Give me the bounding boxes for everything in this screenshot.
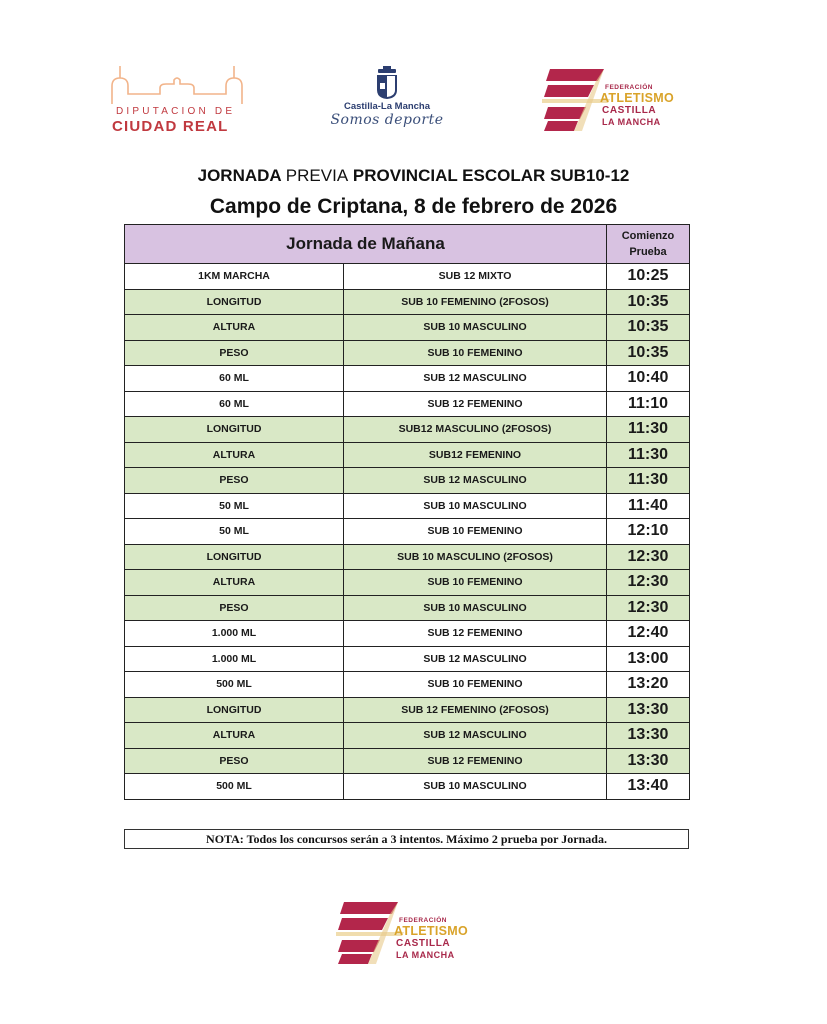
title-part3: PROVINCIAL ESCOLAR SUB10-12 [352,166,630,185]
category-cell: SUB 10 MASCULINO [344,493,607,519]
page-title [0,166,827,186]
event-cell: LONGITUD [125,544,344,570]
category-cell: SUB 12 MASCULINO [344,646,607,672]
federacion-atletismo-logo-footer [336,900,468,966]
category-cell: SUB 10 MASCULINO (2FOSOS) [344,544,607,570]
event-cell: PESO [125,595,344,621]
header-session: Jornada de Mañana [125,225,607,264]
category-cell: SUB 10 MASCULINO [344,315,607,341]
table-row [125,774,690,800]
category-cell: SUB 12 MASCULINO [344,723,607,749]
table-row [125,544,690,570]
fed-footer-line3: CASTILLA [396,938,451,949]
table-row [125,595,690,621]
table-row [125,264,690,290]
table-row [125,621,690,647]
category-cell: SUB12 FEMENINO [344,442,607,468]
event-cell: LONGITUD [125,417,344,443]
event-cell: PESO [125,340,344,366]
table-row [125,340,690,366]
time-cell: 10:35 [607,289,690,315]
castilla-la-mancha-logo [312,64,462,134]
event-cell: PESO [125,748,344,774]
event-cell: 1.000 ML [125,621,344,647]
event-cell: 500 ML [125,774,344,800]
event-cell: ALTURA [125,723,344,749]
title-part1: JORNADA [197,166,282,185]
diputacion-ciudad-real-logo [108,64,246,134]
time-cell: 12:40 [607,621,690,647]
clm-slogan: Somos deporte [330,112,444,128]
palace-outline-icon [108,64,246,106]
event-cell: ALTURA [125,442,344,468]
category-cell: SUB 10 MASCULINO [344,595,607,621]
schedule-table [124,224,690,800]
time-cell: 11:40 [607,493,690,519]
table-row [125,442,690,468]
event-cell: LONGITUD [125,697,344,723]
fed-footer-line1: FEDERACIÓN [399,917,447,924]
fed-line1: FEDERACIÓN [605,84,653,91]
category-cell: SUB 10 FEMENINO [344,519,607,545]
clm-name: Castilla-La Mancha [343,101,431,112]
time-cell: 13:30 [607,723,690,749]
time-cell: 12:10 [607,519,690,545]
category-cell: SUB 12 MASCULINO [344,468,607,494]
event-cell: 50 ML [125,519,344,545]
time-cell: 11:10 [607,391,690,417]
table-row [125,391,690,417]
table-row [125,289,690,315]
header-time-line1: Comienzo [621,230,675,242]
event-cell: ALTURA [125,315,344,341]
event-cell: 60 ML [125,366,344,392]
time-cell: 11:30 [607,417,690,443]
table-row [125,723,690,749]
category-cell: SUB 10 FEMENINO [344,570,607,596]
time-cell: 12:30 [607,595,690,621]
time-cell: 13:30 [607,748,690,774]
time-cell: 13:30 [607,697,690,723]
category-cell: SUB 12 FEMENINO [344,621,607,647]
fed-footer-line4: LA MANCHA [396,950,455,960]
coat-of-arms-icon [375,66,399,100]
time-cell: 13:20 [607,672,690,698]
federacion-atletismo-logo [542,67,674,133]
category-cell: SUB 10 MASCULINO [344,774,607,800]
time-cell: 10:25 [607,264,690,290]
header-start-time [607,225,690,264]
fed-footer-line2: ATLETISMO [394,924,468,938]
title-part2: PREVIA [285,166,349,185]
time-cell: 12:30 [607,544,690,570]
category-cell: SUB 12 FEMENINO [344,748,607,774]
table-row [125,697,690,723]
event-cell: LONGITUD [125,289,344,315]
event-cell: 1KM MARCHA [125,264,344,290]
table-row [125,493,690,519]
table-header-row [125,225,690,264]
category-cell: SUB12 MASCULINO (2FOSOS) [344,417,607,443]
table-row [125,646,690,672]
event-cell: 60 ML [125,391,344,417]
category-cell: SUB 10 FEMENINO [344,340,607,366]
time-cell: 10:35 [607,315,690,341]
time-cell: 11:30 [607,468,690,494]
table-row [125,748,690,774]
diputacion-line1: DIPUTACION DE [116,106,236,117]
time-cell: 13:40 [607,774,690,800]
category-cell: SUB 10 FEMENINO [344,672,607,698]
table-row [125,570,690,596]
category-cell: SUB 10 FEMENINO (2FOSOS) [344,289,607,315]
time-cell: 10:40 [607,366,690,392]
time-cell: 10:35 [607,340,690,366]
fed-line4: LA MANCHA [602,117,661,127]
page-subtitle: Campo de Criptana, 8 de febrero de 2026 [209,195,618,218]
fed-line3: CASTILLA [602,105,657,116]
diputacion-line2: CIUDAD REAL [112,118,229,135]
event-cell: PESO [125,468,344,494]
note-box: NOTA: Todos los concursos serán a 3 intentos. Máximo 2 prueba por Jornada. [124,829,689,849]
category-cell: SUB 12 FEMENINO [344,391,607,417]
category-cell: SUB 12 MASCULINO [344,366,607,392]
event-cell: 50 ML [125,493,344,519]
category-cell: SUB 12 FEMENINO (2FOSOS) [344,697,607,723]
event-cell: 1.000 ML [125,646,344,672]
fed-line2: ATLETISMO [600,91,674,105]
category-cell: SUB 12 MIXTO [344,264,607,290]
time-cell: 11:30 [607,442,690,468]
table-row [125,468,690,494]
event-cell: ALTURA [125,570,344,596]
event-cell: 500 ML [125,672,344,698]
table-row [125,519,690,545]
table-row [125,366,690,392]
time-cell: 12:30 [607,570,690,596]
table-row [125,672,690,698]
time-cell: 13:00 [607,646,690,672]
table-row [125,417,690,443]
header-time-line2: Prueba [629,246,667,258]
table-row [125,315,690,341]
